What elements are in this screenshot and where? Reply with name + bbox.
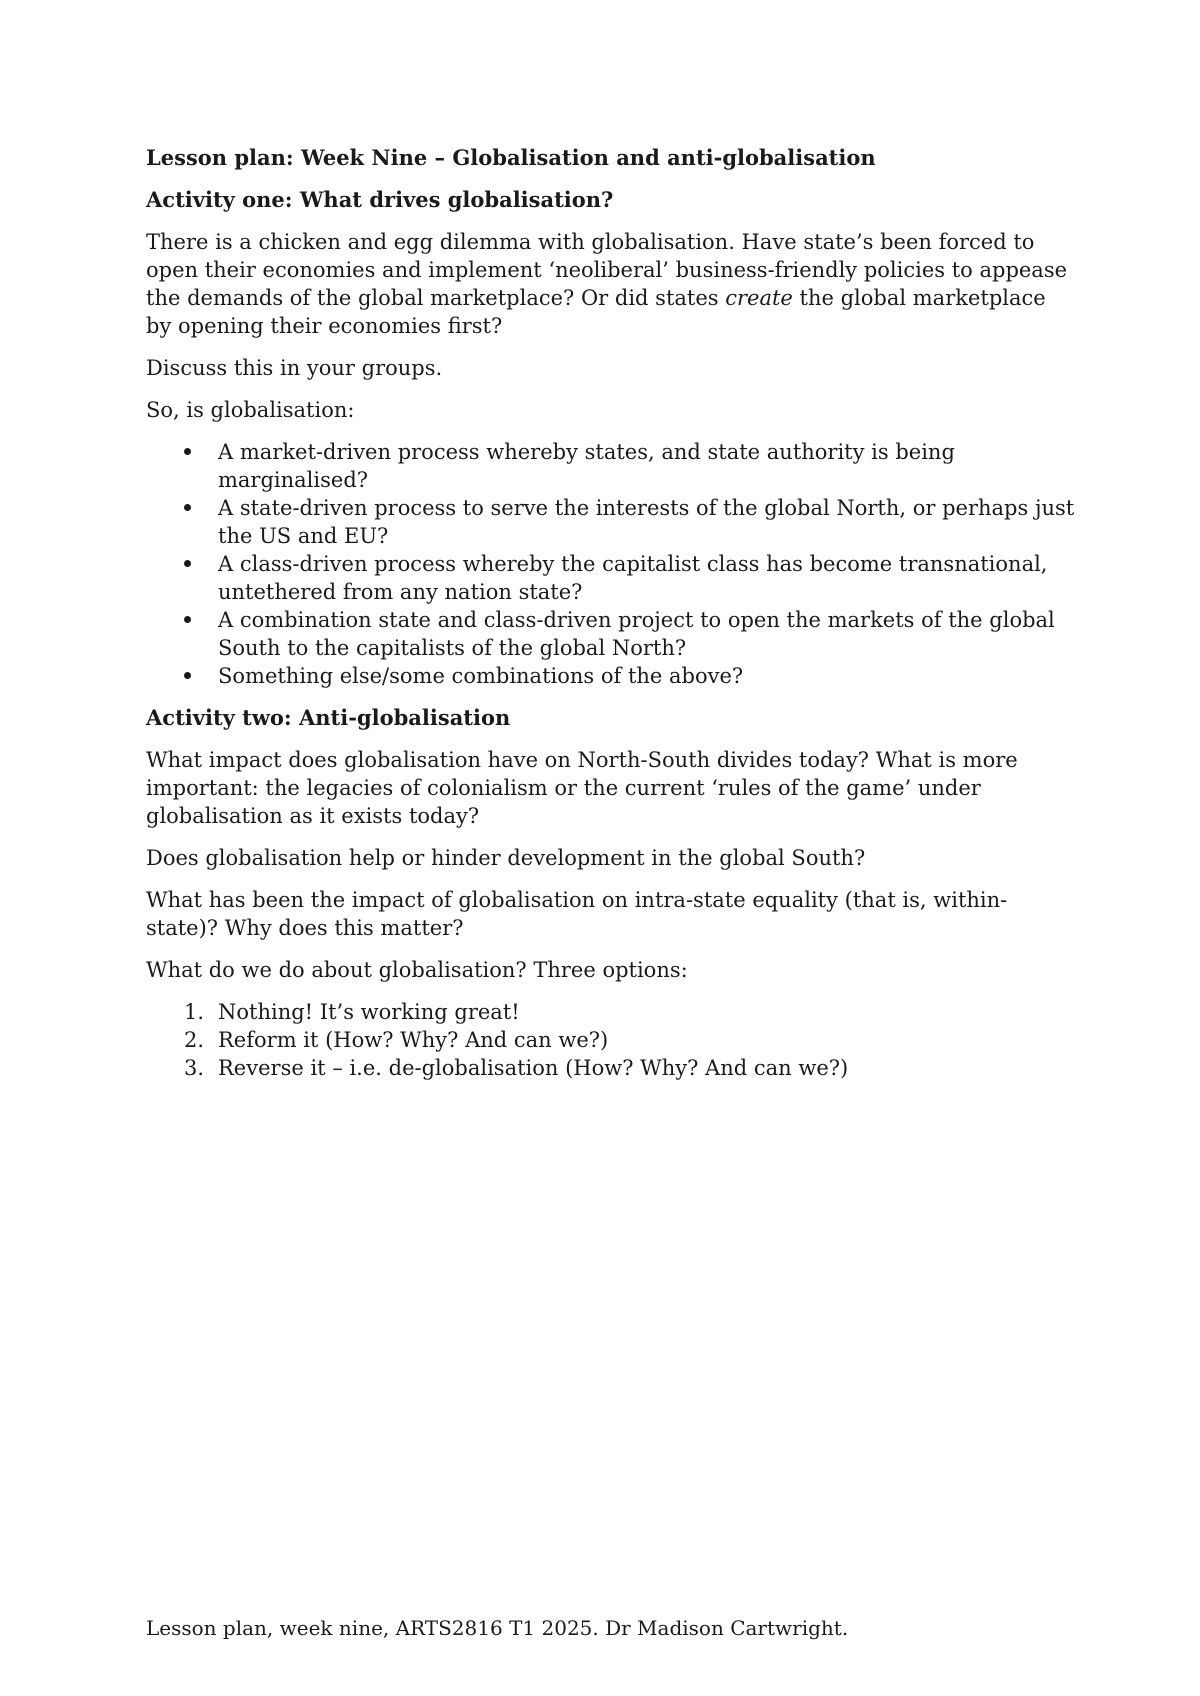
intro-text-part-2: the global marketplace by opening their economies first?: [146, 286, 1046, 338]
globalisation-options-list: [146, 438, 1076, 690]
activity-two-paragraph: What has been the impact of globalisation on intra-state equality (that is, within-state)? Why does this matter?: [146, 888, 1008, 940]
activity-one-intro: [146, 228, 1076, 340]
list-number: 2.: [184, 1028, 205, 1052]
list-item-text: Nothing! It’s working great!: [218, 1000, 520, 1024]
list-item-text: Reverse it – i.e. de-globalisation (How? Why? And can we?): [218, 1056, 849, 1080]
bullet-icon: [184, 504, 191, 511]
page-footer: Lesson plan, week nine, ARTS2816 T1 2025. Dr Madison Cartwright.: [146, 1616, 849, 1640]
document-body: [146, 144, 1076, 1096]
bullet-icon: [184, 616, 191, 623]
list-number: 3.: [184, 1056, 205, 1080]
discuss-instruction: Discuss this in your groups.: [146, 356, 443, 380]
list-item: [146, 662, 1076, 690]
activity-two-heading: Activity two: Anti-globalisation: [146, 705, 511, 730]
list-item-text: Reform it (How? Why? And can we?): [218, 1028, 609, 1052]
list-item-text: Something else/some combinations of the above?: [218, 664, 744, 688]
list-item: [146, 998, 1076, 1026]
list-item: [146, 550, 1076, 606]
list-item-text: A state-driven process to serve the interests of the global North, or perhaps just the US and EU?: [218, 496, 1075, 548]
list-item: [146, 606, 1076, 662]
intro-text-part-1: There is a chicken and egg dilemma with globalisation. Have state’s been forced to open their economies and implement ‘neoliberal’ business-friendly policies to appease the demands of the global marketplace? Or did states: [146, 230, 1068, 310]
so-is-globalisation: So, is globalisation:: [146, 398, 355, 422]
document-title: Lesson plan: Week Nine – Globalisation and anti-globalisation: [146, 145, 876, 170]
bullet-icon: [184, 672, 191, 679]
activity-two-paragraph: What do we do about globalisation? Three options:: [146, 958, 688, 982]
list-item-text: A market-driven process whereby states, and state authority is being marginalised?: [218, 440, 955, 492]
list-item: [146, 1026, 1076, 1054]
list-item: [146, 1054, 1076, 1082]
list-number: 1.: [184, 1000, 205, 1024]
list-item-text: A combination state and class-driven project to open the markets of the global South to the capitalists of the global North?: [218, 608, 1055, 660]
bullet-icon: [184, 448, 191, 455]
activity-one-heading: Activity one: What drives globalisation?: [146, 187, 614, 212]
activity-two-paragraph: What impact does globalisation have on North-South divides today? What is more important: the legacies of colonialism or the current ‘rules of the game’ under globalisation as it exists today?: [146, 748, 1018, 828]
list-item-text: A class-driven process whereby the capitalist class has become transnational, untethered from any nation state?: [218, 552, 1048, 604]
three-options-list: [146, 998, 1076, 1082]
intro-text-emphasis: create: [725, 286, 793, 310]
list-item: [146, 438, 1076, 494]
activity-two-paragraph: Does globalisation help or hinder development in the global South?: [146, 846, 866, 870]
list-item: [146, 494, 1076, 550]
bullet-icon: [184, 560, 191, 567]
